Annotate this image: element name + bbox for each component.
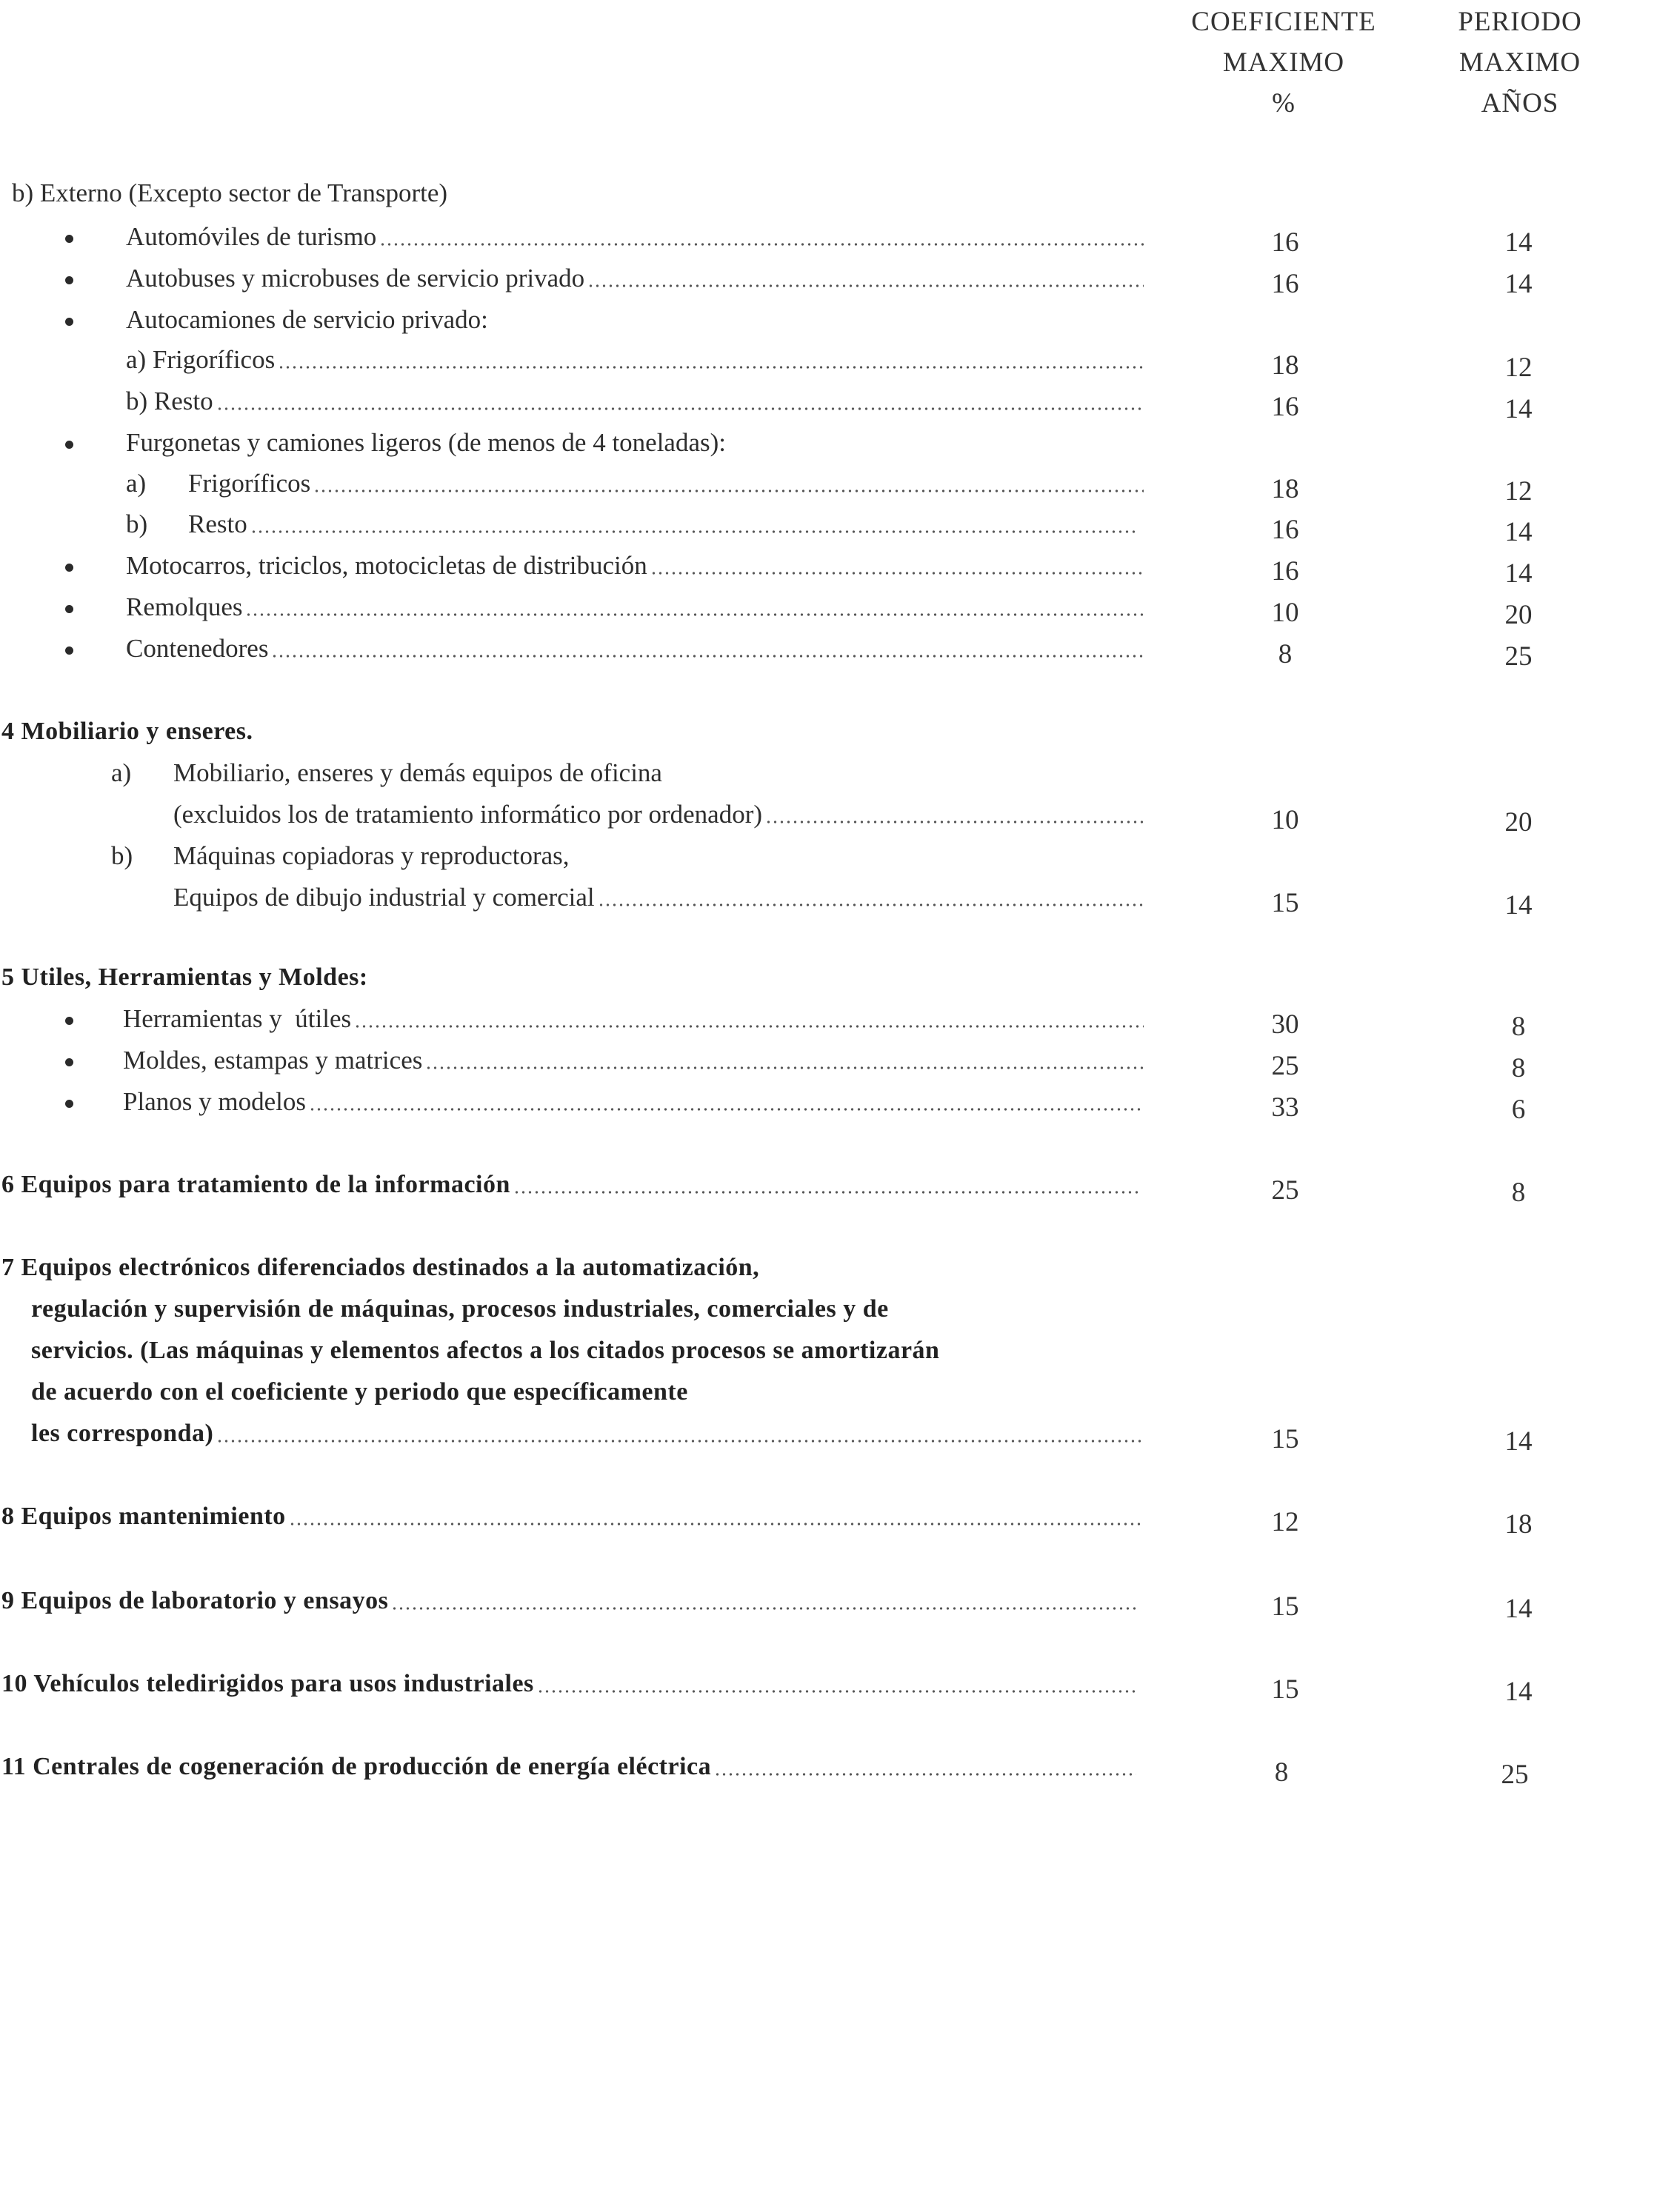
leader-dots xyxy=(714,1772,1136,1777)
section-8 xyxy=(1,1500,1141,1533)
bullet-icon xyxy=(65,1017,73,1025)
row-planos-label: Planos y modelos xyxy=(123,1087,306,1116)
row-furgonetas-frigorificos-periodo: 12 xyxy=(1504,476,1533,507)
row-contenedores-label: Contenedores xyxy=(126,634,269,663)
bullet-icon xyxy=(65,1100,73,1108)
header-coef-line2: MAXIMO xyxy=(1222,47,1345,78)
row-mobiliario-coef: 10 xyxy=(1271,805,1299,835)
leader-dots xyxy=(537,1689,1136,1694)
row-furgonetas-frigorificos-label: Frigoríficos xyxy=(188,469,311,498)
row-copiadoras-letter: b) xyxy=(111,841,133,870)
leader-dots xyxy=(271,654,1144,658)
section-10-coef: 15 xyxy=(1271,1674,1299,1705)
row-planos xyxy=(123,1086,1144,1118)
section-11-title: 11 Centrales de cogeneración de producción de energía eléctrica xyxy=(1,1753,712,1780)
row-mobiliario-line1: Mobiliario, enseres y demás equipos de oficina xyxy=(173,758,662,787)
row-automoviles-coef: 16 xyxy=(1271,227,1299,258)
row-mobiliario-line2: (excluidos los de tratamiento informático por ordenador) xyxy=(173,800,763,829)
section-10-title: 10 Vehículos teledirigidos para usos industriales xyxy=(1,1670,534,1697)
section-6-title: 6 Equipos para tratamiento de la información xyxy=(1,1171,510,1198)
section-11 xyxy=(1,1751,1136,1783)
leader-dots xyxy=(250,529,1136,534)
row-autocamiones-frigorificos xyxy=(126,344,1144,376)
leader-dots xyxy=(216,1439,1144,1443)
row-mobiliario-letter: a) xyxy=(111,758,132,787)
row-furgonetas-frigorificos xyxy=(188,467,1144,500)
row-motocarros-coef: 16 xyxy=(1271,556,1299,587)
row-contenedores-periodo: 25 xyxy=(1504,641,1533,672)
header-periodo-line3: AÑOS xyxy=(1481,88,1559,118)
row-automoviles-periodo: 14 xyxy=(1504,227,1533,258)
section-10 xyxy=(1,1668,1136,1700)
row-motocarros xyxy=(126,549,1144,582)
row-mobiliario xyxy=(173,798,1144,831)
leader-dots xyxy=(278,365,1144,370)
section-7-line5: les corresponda) xyxy=(31,1420,214,1447)
header-periodo xyxy=(1409,1,1631,124)
row-autocamiones-frigorificos-coef: 18 xyxy=(1271,350,1299,381)
row-furgonetas-resto-letter: b) xyxy=(126,509,148,538)
row-planos-periodo: 6 xyxy=(1511,1095,1526,1125)
row-moldes-coef: 25 xyxy=(1271,1051,1299,1081)
header-coef-line1: COEFICIENTE xyxy=(1191,7,1376,37)
row-autocamiones-frigorificos-label: a) Frigoríficos xyxy=(126,345,276,374)
row-motocarros-periodo: 14 xyxy=(1504,558,1533,589)
row-contenedores xyxy=(126,632,1144,665)
row-furgonetas-resto-label: Resto xyxy=(188,509,247,538)
row-mobiliario-periodo: 20 xyxy=(1504,807,1533,838)
leader-dots xyxy=(379,242,1144,247)
row-autocamiones-resto-label: b) Resto xyxy=(126,387,213,415)
section-4-title: 4 Mobiliario y enseres. xyxy=(1,718,253,745)
leader-dots xyxy=(354,1024,1144,1029)
section-7 xyxy=(31,1417,1144,1450)
section-b-title: b) Externo (Excepto sector de Transporte) xyxy=(12,178,448,207)
bullet-icon xyxy=(65,318,73,326)
leader-dots xyxy=(391,1606,1138,1611)
row-furgonetas-frigorificos-coef: 18 xyxy=(1271,474,1299,504)
leader-dots xyxy=(598,903,1144,907)
section-10-periodo: 14 xyxy=(1504,1677,1533,1707)
row-copiadoras-periodo: 14 xyxy=(1504,890,1533,920)
leader-dots xyxy=(425,1066,1144,1070)
section-7-periodo: 14 xyxy=(1504,1426,1533,1457)
row-autocamiones-resto-coef: 16 xyxy=(1271,392,1299,422)
section-7-line3: servicios. (Las máquinas y elementos afectos a los citados procesos se amortizarán xyxy=(31,1337,940,1364)
section-7-line4: de acuerdo con el coeficiente y periodo que específicamente xyxy=(31,1378,688,1406)
row-automoviles-label: Automóviles de turismo xyxy=(126,222,377,251)
section-7-line2: regulación y supervisión de máquinas, procesos industriales, comerciales y de xyxy=(31,1295,889,1323)
row-moldes-periodo: 8 xyxy=(1511,1053,1526,1083)
row-furgonetas-frigorificos-letter: a) xyxy=(126,469,147,498)
leader-dots xyxy=(245,612,1144,617)
bullet-icon xyxy=(65,605,73,613)
row-copiadoras-coef: 15 xyxy=(1271,888,1299,918)
row-furgonetas-resto-periodo: 14 xyxy=(1504,517,1533,547)
section-8-title: 8 Equipos mantenimiento xyxy=(1,1503,286,1530)
leader-dots xyxy=(313,489,1144,493)
row-remolques-coef: 10 xyxy=(1271,598,1299,628)
bullet-icon xyxy=(65,646,73,655)
row-autocamiones-frigorificos-periodo: 12 xyxy=(1504,352,1533,383)
leader-dots xyxy=(765,820,1144,824)
row-autobuses-periodo: 14 xyxy=(1504,269,1533,299)
row-autobuses xyxy=(126,262,1144,295)
row-herramientas-periodo: 8 xyxy=(1511,1012,1526,1042)
leader-dots xyxy=(309,1107,1144,1112)
bullet-icon xyxy=(65,1058,73,1066)
row-copiadoras xyxy=(173,881,1144,914)
row-remolques-label: Remolques xyxy=(126,592,243,621)
row-furgonetas-label: Furgonetas y camiones ligeros (de menos de 4 toneladas): xyxy=(126,428,726,457)
section-6-coef: 25 xyxy=(1271,1175,1299,1206)
row-copiadoras-line1: Máquinas copiadoras y reproductoras, xyxy=(173,841,570,870)
row-herramientas-coef: 30 xyxy=(1271,1009,1299,1040)
row-contenedores-coef: 8 xyxy=(1278,639,1293,669)
row-furgonetas-resto-coef: 16 xyxy=(1271,515,1299,545)
section-11-periodo: 25 xyxy=(1501,1760,1529,1790)
leader-dots xyxy=(216,407,1141,411)
bullet-icon xyxy=(65,441,73,449)
row-autocamiones-resto-periodo: 14 xyxy=(1504,394,1533,424)
header-coef-line3: % xyxy=(1272,88,1296,118)
row-herramientas-label: Herramientas y útiles xyxy=(123,1004,352,1033)
section-6-periodo: 8 xyxy=(1511,1177,1526,1208)
row-copiadoras-line2: Equipos de dibujo industrial y comercial xyxy=(173,883,595,912)
row-herramientas xyxy=(123,1003,1144,1035)
row-moldes-label: Moldes, estampas y matrices xyxy=(123,1046,423,1075)
section-5-title: 5 Utiles, Herramientas y Moldes: xyxy=(1,963,368,991)
header-coeficiente xyxy=(1173,1,1395,124)
row-planos-coef: 33 xyxy=(1271,1092,1299,1123)
row-automoviles xyxy=(126,221,1144,253)
leader-dots xyxy=(289,1522,1141,1526)
header-periodo-line2: MAXIMO xyxy=(1458,47,1581,78)
section-9-periodo: 14 xyxy=(1504,1594,1533,1624)
bullet-icon xyxy=(65,235,73,243)
row-moldes xyxy=(123,1044,1144,1077)
row-autobuses-label: Autobuses y microbuses de servicio privado xyxy=(126,264,585,293)
bullet-icon xyxy=(65,276,73,284)
row-autobuses-coef: 16 xyxy=(1271,269,1299,299)
row-furgonetas-resto xyxy=(188,508,1136,541)
row-remolques-periodo: 20 xyxy=(1504,600,1533,630)
row-autocamiones-label: Autocamiones de servicio privado: xyxy=(126,305,488,334)
row-remolques xyxy=(126,591,1144,624)
section-9-title: 9 Equipos de laboratorio y ensayos xyxy=(1,1587,389,1614)
section-9 xyxy=(1,1585,1138,1617)
section-7-line1: 7 Equipos electrónicos diferenciados destinados a la automatización, xyxy=(1,1254,760,1281)
leader-dots xyxy=(650,571,1144,575)
row-autocamiones-resto xyxy=(126,385,1141,418)
section-7-coef: 15 xyxy=(1271,1424,1299,1454)
row-motocarros-label: Motocarros, triciclos, motocicletas de distribución xyxy=(126,551,647,580)
leader-dots xyxy=(587,284,1144,288)
section-8-periodo: 18 xyxy=(1504,1509,1533,1540)
section-11-coef: 8 xyxy=(1274,1757,1289,1788)
section-6 xyxy=(1,1169,1139,1201)
leader-dots xyxy=(513,1190,1139,1194)
header-periodo-line1: PERIODO xyxy=(1458,7,1582,37)
section-9-coef: 15 xyxy=(1271,1591,1299,1622)
section-8-coef: 12 xyxy=(1271,1507,1299,1537)
bullet-icon xyxy=(65,564,73,572)
